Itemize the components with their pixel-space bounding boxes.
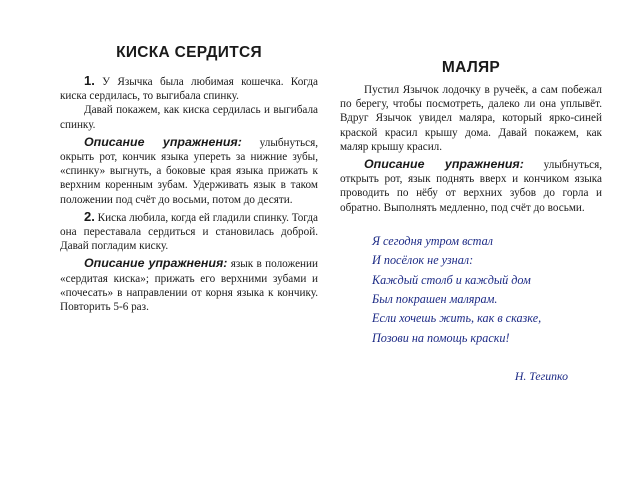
poem-author: Н. Тегипко — [514, 369, 568, 384]
right-column — [340, 0, 602, 384]
left-paragraph-4-text: Киска любила, когда ей гладили спинку. Тогда она переставала сердиться и становилась доброй. Давай погладим киску. — [60, 211, 318, 253]
poem-line: Каждый столб и каждый дом — [372, 272, 531, 287]
poem-line: Я сегодня утром встал — [372, 233, 493, 248]
left-exercise-text-2: язык в положении «сердитая киска»; прижать его верхними зубами и «почесать» в направлении от корня языка к кончику. Повторить 5-6 раз. — [60, 258, 318, 314]
poem-line: Позови на помощь краски! — [372, 330, 510, 345]
left-exercise-text-1: улыбнуться, окрыть рот, кончик языка упереть за нижние зубы, «спинку» выгнуть, а боковые края языка прижать к верхним коренным зубам. Удерживать язык в таком положении под счёт до восьми, потом до десяти. — [60, 136, 319, 206]
left-exercise-label-1: Описание упражнения: — [84, 134, 242, 149]
poem-line: Если хочешь жить, как в сказке, — [372, 311, 542, 326]
left-paragraph-1 — [60, 74, 318, 103]
left-paragraph-4 — [60, 210, 318, 254]
left-exercise-label-2: Описание упражнения: — [84, 256, 228, 271]
poem-line: Был покрашен малярам. — [372, 292, 498, 307]
right-paragraph-1: Пустил Язычок лодочку в ручеёк, а сам побежал по берегу, чтобы посмотреть, далеко ли она уплывёт. Вдруг Язычок увидел маляра, который ярко-синей краской красил крышу дома. Давай покажем, как маляр крышу красил. — [340, 84, 602, 153]
left-number-2: 2. — [84, 208, 95, 224]
left-paragraph-3 — [60, 135, 318, 207]
right-exercise-label: Описание упражнения: — [364, 157, 524, 172]
left-title: КИСКА СЕРДИТСЯ — [116, 44, 262, 61]
left-number-1: 1. — [84, 73, 95, 88]
left-column — [60, 0, 318, 314]
left-paragraph-2: Давай покажем, как киска сердилась и выгибала спинку. — [60, 104, 318, 131]
poem — [372, 232, 602, 348]
right-exercise-text: улыбнуться, открыть рот, язык поднять вверх и кончиком языка проводить по нёбу от верхних зубов до горла и обратно. Выполнять медленно, под счёт до восьми. — [340, 159, 603, 214]
poem-line: И посёлок не узнал: — [372, 253, 474, 268]
right-paragraph-2 — [340, 157, 602, 215]
left-paragraph-1-text: У Язычка была любимая кошечка. Когда киска сердилась, то выгибала спинку. — [60, 76, 318, 103]
left-paragraph-5 — [60, 256, 318, 314]
right-title: МАЛЯР — [441, 59, 501, 76]
